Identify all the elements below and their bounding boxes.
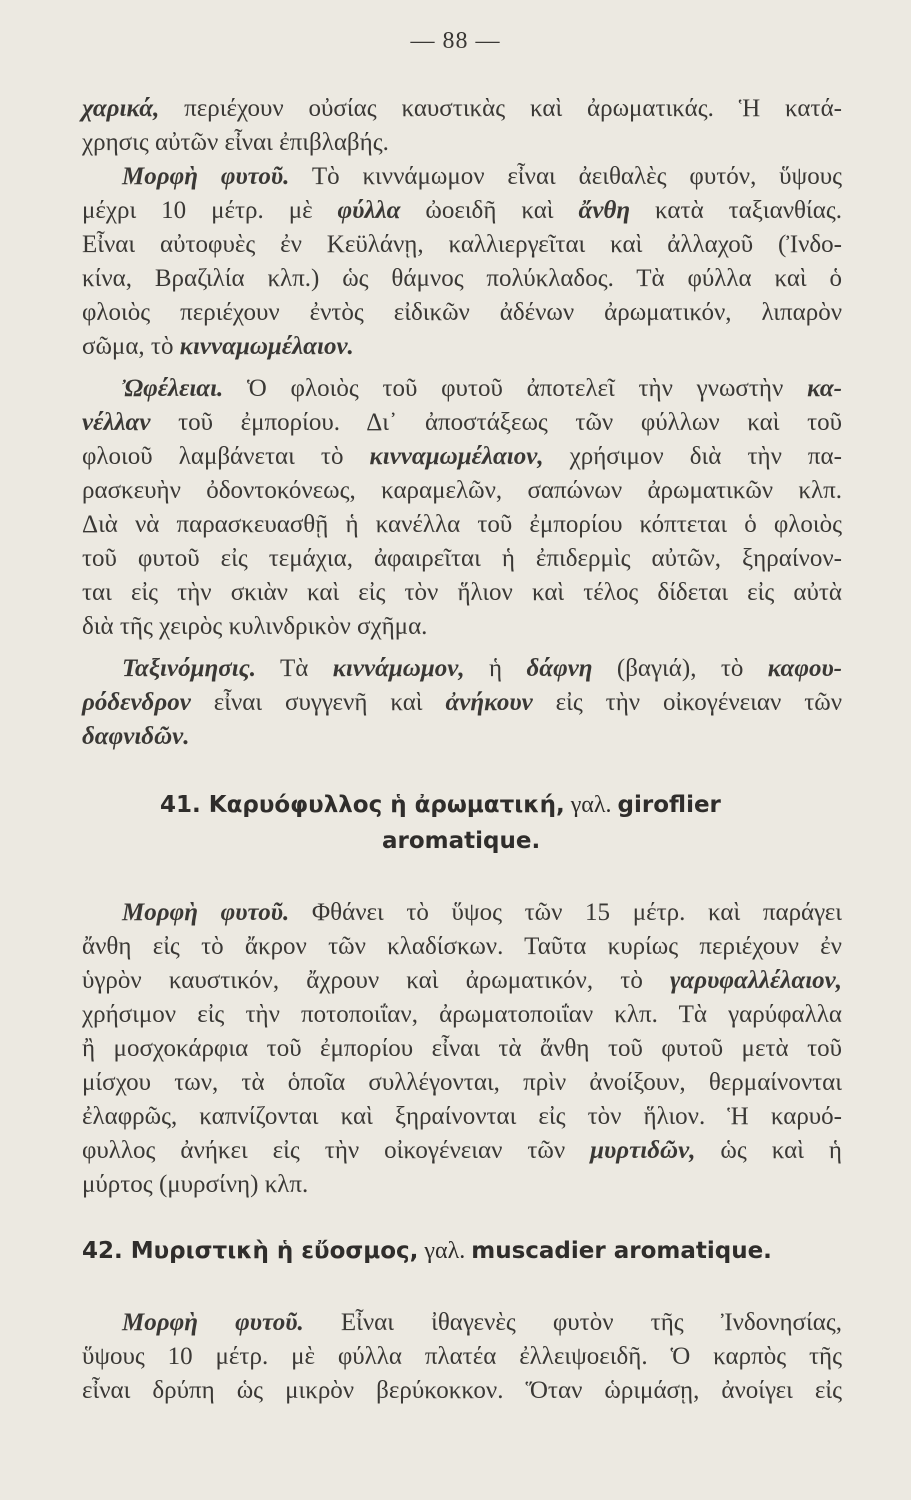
emphasis-term: μυρτιδῶν, bbox=[590, 1137, 696, 1164]
emphasis-term: γαρυφαλλέλαιον, bbox=[670, 967, 842, 994]
text-line: μίσχου των, τὰ ὁποῖα συλλέγονται, πρὶν ἀνοίξουν, θερμαίνονται bbox=[82, 1069, 842, 1096]
text-line: διὰ τῆς χειρὸς κυλινδρικὸν σχῆμα. bbox=[82, 613, 428, 640]
emphasis-term: χαρικά, bbox=[82, 95, 160, 122]
text-line: κίνα, Βραζιλία κλπ.) ὡς θάμνος πολύκλαδος. Τὰ φύλλα καὶ ὁ bbox=[82, 265, 842, 292]
text-line bbox=[122, 372, 842, 406]
emphasis-term: κινναμωμέλαιον, bbox=[369, 443, 544, 470]
line-text: φλοιοῦ λαμβάνεται τὸ bbox=[82, 443, 370, 470]
text-line bbox=[82, 686, 842, 720]
line-text: εἰς τὴν οἰκογένειαν τῶν bbox=[532, 689, 842, 716]
line-text: μέχρι 10 μέτρ. μὲ bbox=[82, 197, 338, 224]
page-number: — 88 — bbox=[410, 28, 501, 54]
line-text: Εἶναι ἰθαγενὲς φυτὸν τῆς Ἰνδονησίας, bbox=[303, 1309, 842, 1336]
paragraph-label: Μορφὴ φυτοῦ. bbox=[122, 1309, 304, 1336]
line-text: Ὁ φλοιὸς τοῦ φυτοῦ ἀποτελεῖ τὴν γνωστὴν bbox=[223, 375, 808, 402]
heading-gal: γαλ. bbox=[564, 792, 618, 818]
line-text: (βαγιά), τὸ bbox=[592, 655, 768, 682]
line-text: Τὰ bbox=[256, 655, 333, 682]
paragraph-label: Μορφὴ φυτοῦ. bbox=[122, 163, 290, 190]
text-line: ἐλαφρῶς, καπνίζονται καὶ ξηραίνονται εἰς τὸν ἥλιον. Ἡ καρυό- bbox=[82, 1103, 842, 1130]
text-line: Εἶναι αὐτοφυὲς ἐν Κεϋλάνῃ, καλλιεργεῖται καὶ ἀλλαχοῦ (Ἰνδο- bbox=[82, 231, 842, 258]
line-text: Φθάνει τὸ ὕψος τῶν 15 μέτρ. καὶ παράγει bbox=[289, 899, 842, 926]
text-line: μύρτος (μυρσίνη) κλπ. bbox=[82, 1171, 309, 1198]
line-text: κατὰ ταξιανθίας. bbox=[630, 197, 842, 224]
text-line: ρασκευὴν ὀδοντοκόνεως, καραμελῶν, σαπώνων ἀρωματικῶν κλπ. bbox=[82, 477, 842, 504]
paragraph-label: Ὠφέλειαι. bbox=[122, 375, 224, 402]
line-text: φυλλος ἀνήκει εἰς τὴν οἰκογένειαν τῶν bbox=[82, 1137, 591, 1164]
text-line: ἄνθη εἰς τὸ ἄκρον τῶν κλαδίσκων. Ταῦτα κυρίως περιέχουν ἐν bbox=[82, 933, 842, 960]
heading-french: aromatique. bbox=[382, 828, 541, 854]
text-line bbox=[122, 1306, 842, 1340]
text-line bbox=[122, 160, 842, 194]
text-line: εἶναι δρύπη ὡς μικρὸν βερύκοκκον. Ὅταν ὡριμάσῃ, ἀνοίγει εἰς bbox=[82, 1377, 842, 1404]
text-line bbox=[82, 720, 842, 754]
heading-text: 42. Μυριστικὴ ἡ εὔοσμος, bbox=[82, 1238, 419, 1264]
heading-gal: γαλ. bbox=[418, 1238, 472, 1264]
line-text: περιέχουν οὐσίας καυστικὰς καὶ ἀρωματικάς. Ἡ κατά- bbox=[159, 95, 842, 122]
emphasis-term: ἀνήκουν bbox=[445, 689, 533, 716]
text-line bbox=[82, 330, 842, 364]
text-line: ται εἰς τὴν σκιὰν καὶ εἰς τὸν ἥλιον καὶ τέλος δίδεται εἰς αὐτὰ bbox=[82, 579, 842, 606]
text-line: Διὰ νὰ παρασκευασθῇ ἡ κανέλλα τοῦ ἐμπορίου κόπτεται ὁ φλοιὸς bbox=[82, 511, 842, 538]
line-text: χρήσιμον διὰ τὴν πα- bbox=[543, 443, 842, 470]
emphasis-term: ἄνθη bbox=[578, 197, 631, 224]
text-line bbox=[82, 1134, 842, 1168]
text-line: τοῦ φυτοῦ εἰς τεμάχια, ἀφαιρεῖται ἡ ἐπιδερμὶς αὐτῶν, ξηραίνον- bbox=[82, 545, 842, 572]
text-line bbox=[82, 440, 842, 474]
section-heading-41 bbox=[160, 792, 721, 819]
emphasis-term: κα- bbox=[807, 375, 842, 402]
text-line bbox=[82, 406, 842, 440]
emphasis-term: κινναμωμέλαιον. bbox=[179, 333, 354, 360]
emphasis-term: φύλλα bbox=[337, 197, 401, 224]
text-line bbox=[122, 652, 842, 686]
text-line bbox=[82, 194, 842, 228]
line-text: ὑγρὸν καυστικόν, ἄχρουν καὶ ἀρωματικόν, τὸ bbox=[82, 967, 671, 994]
line-text: ὠοειδῆ καὶ bbox=[400, 197, 579, 224]
emphasis-term: δάφνη bbox=[526, 655, 593, 682]
section-heading-41-cont bbox=[382, 828, 540, 854]
paragraph-label: Μορφὴ φυτοῦ. bbox=[122, 899, 290, 926]
emphasis-term: καφου- bbox=[767, 655, 843, 682]
text-line: χρησις αὐτῶν εἶναι ἐπιβλαβής. bbox=[82, 129, 389, 156]
line-text: σῶμα, τὸ bbox=[82, 333, 180, 360]
emphasis-term: νέλλαν bbox=[82, 409, 151, 436]
section-heading-42 bbox=[82, 1238, 772, 1265]
line-text: ἡ bbox=[464, 655, 527, 682]
text-line bbox=[122, 896, 842, 930]
line-text: τοῦ ἐμπορίου. Δι᾽ ἀποστάξεως τῶν φύλλων καὶ τοῦ bbox=[150, 409, 842, 436]
heading-french: giroflier bbox=[617, 792, 721, 818]
text-line: ἢ μοσχοκάρφια τοῦ ἐμπορίου εἶναι τὰ ἄνθη τοῦ φυτοῦ μετὰ τοῦ bbox=[82, 1035, 842, 1062]
line-text: εἶναι συγγενῆ καὶ bbox=[190, 689, 446, 716]
text-line: χρήσιμον εἰς τὴν ποτοποιΐαν, ἀρωματοποιΐαν κλπ. Τὰ γαρύφαλλα bbox=[82, 1001, 842, 1028]
line-text: ὡς καὶ ἡ bbox=[695, 1137, 842, 1164]
text-line bbox=[82, 964, 842, 998]
text-line bbox=[82, 92, 842, 126]
line-text: Τὸ κιννάμωμον εἶναι ἀειθαλὲς φυτόν, ὕψους bbox=[289, 163, 842, 190]
emphasis-term: δαφνιδῶν. bbox=[82, 723, 190, 750]
heading-french: muscadier aromatique. bbox=[471, 1238, 772, 1264]
heading-text: 41. Καρυόφυλλος ἡ ἀρωματική, bbox=[160, 792, 565, 818]
emphasis-term: κιννάμωμον, bbox=[332, 655, 465, 682]
emphasis-term: ρόδενδρον bbox=[82, 689, 191, 716]
paragraph-label: Ταξινόμησις. bbox=[122, 655, 257, 682]
text-line: φλοιὸς περιέχουν ἐντὸς εἰδικῶν ἀδένων ἀρωματικόν, λιπαρὸν bbox=[82, 299, 842, 326]
text-line: ὕψους 10 μέτρ. μὲ φύλλα πλατέα ἐλλειψοειδῆ. Ὁ καρπὸς τῆς bbox=[82, 1343, 842, 1370]
